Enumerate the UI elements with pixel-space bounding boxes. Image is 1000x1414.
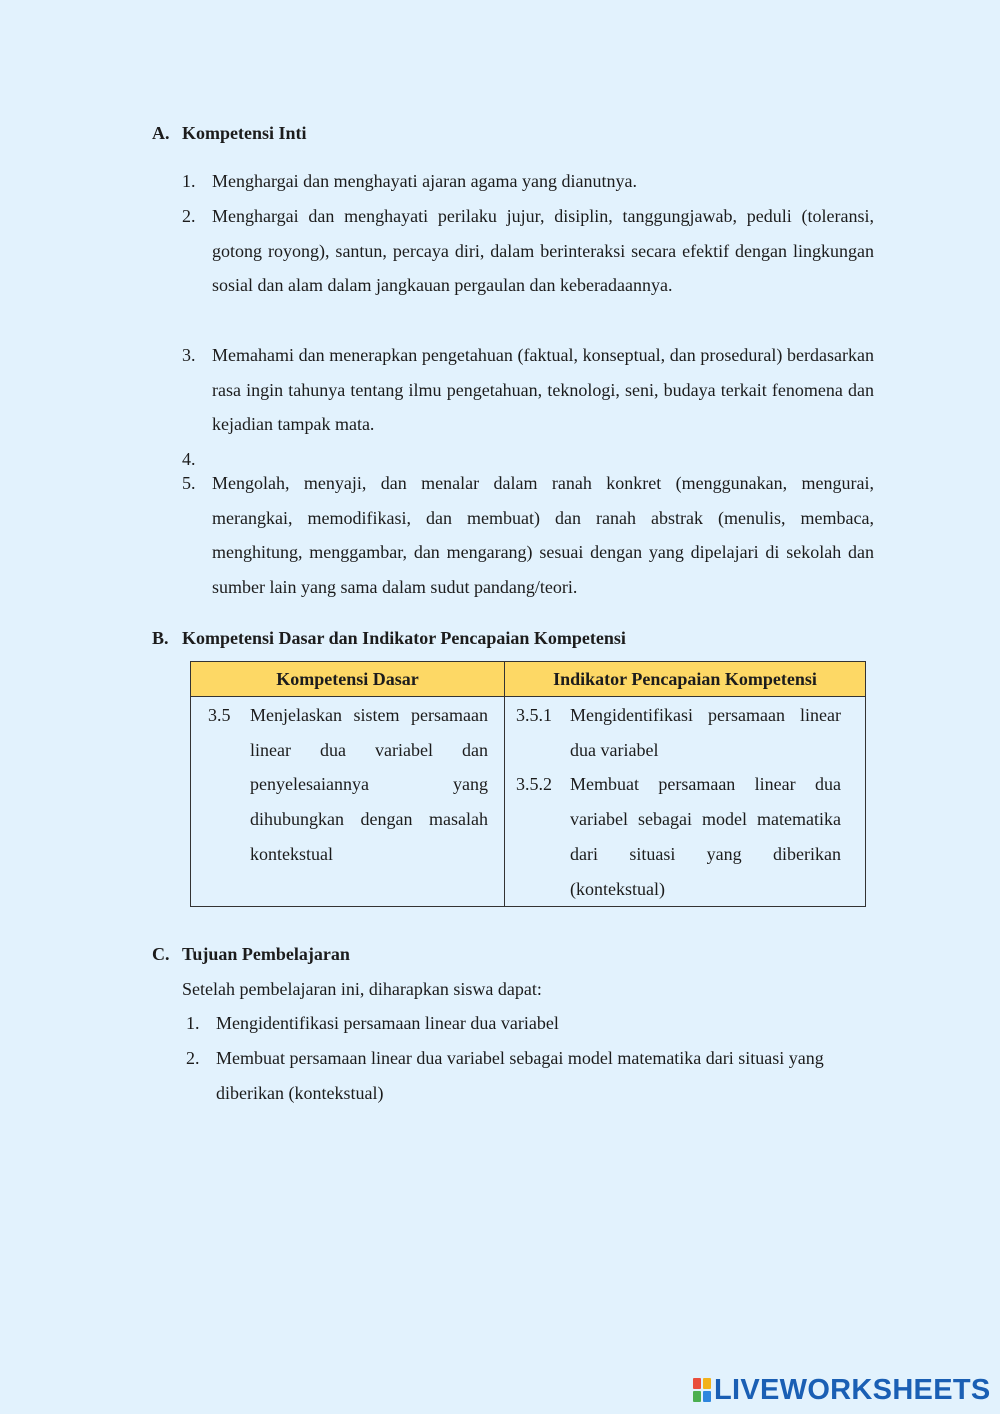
section-b-letter: B. — [152, 628, 169, 648]
ki-item-number: 2. — [182, 206, 196, 226]
objective-item-1 — [186, 1006, 866, 1041]
objective-number: 1. — [186, 1013, 200, 1033]
logo-block — [693, 1378, 701, 1389]
ki-item-number: 5. — [182, 473, 196, 493]
section-b-heading — [152, 628, 626, 648]
indicator-text: Membuat persamaan linear dua variabel sebagai model matematika dari situasi yang diberikan (kontekstual) — [570, 774, 841, 899]
ki-item-3 — [182, 338, 874, 442]
section-a-title: Kompetensi Inti — [182, 123, 307, 143]
ki-item-2 — [182, 199, 874, 303]
logo-blocks-icon — [693, 1378, 711, 1402]
objective-text: Membuat persamaan linear dua variabel sebagai model matematika dari situasi yang diberikan (kontekstual) — [216, 1048, 824, 1103]
indicator-item — [516, 767, 841, 906]
indicator-code: 3.5.2 — [516, 774, 552, 795]
section-c-heading — [152, 944, 350, 964]
competency-table — [190, 661, 866, 907]
indicator-cell — [505, 697, 866, 907]
ki-item-text: Mengolah, menyaji, dan menalar dalam ranah konkret (menggunakan, mengurai, merangkai, memodifikasi, dan membuat) dan ranah abstrak (menulis, membaca, menghitung, menggambar, dan mengarang) sesuai dengan yang dipelajari di sekolah dan sumber lain yang sama dalam sudut pandang/teori. — [212, 473, 874, 598]
logo-block — [703, 1378, 711, 1389]
ki-item-text: Memahami dan menerapkan pengetahuan (faktual, konseptual, dan prosedural) berdasarkan rasa ingin tahunya tentang ilmu pengetahuan, teknologi, seni, budaya terkait fenomena dan kejadian tampak mata. — [212, 345, 874, 435]
ki-item-1 — [182, 164, 874, 199]
ki-item-number: 3. — [182, 345, 196, 365]
liveworksheets-logo — [693, 1376, 991, 1404]
table-row — [191, 697, 866, 907]
kd-cell — [191, 697, 505, 907]
ki-item-text: Menghargai dan menghayati ajaran agama yang dianutnya. — [212, 171, 638, 191]
ki-item-text: Menghargai dan menghayati perilaku jujur, disiplin, tanggungjawab, peduli (toleransi, gotong royong), santun, percaya diri, dalam berinteraksi secara efektif dengan lingkungan sosial dan alam dalam jangkauan pergaulan dan keberadaannya. — [212, 206, 874, 296]
ki-item-number: 4. — [182, 449, 196, 469]
header-indikator: Indikator Pencapaian Kompetensi — [505, 662, 866, 697]
section-c-letter: C. — [152, 944, 170, 964]
ki-item-number: 1. — [182, 171, 196, 191]
logo-block — [693, 1391, 701, 1402]
section-b-title: Kompetensi Dasar dan Indikator Pencapaian Kompetensi — [182, 628, 626, 648]
kd-text: Menjelaskan sistem persamaan linear dua variabel dan penyelesaiannya yang dihubungkan dengan masalah kontekstual — [250, 705, 488, 864]
ki-item-5 — [182, 466, 874, 605]
objective-number: 2. — [186, 1048, 200, 1068]
section-c-title: Tujuan Pembelajaran — [182, 944, 350, 964]
header-kompetensi-dasar: Kompetensi Dasar — [191, 662, 505, 697]
section-c-intro: Setelah pembelajaran ini, diharapkan siswa dapat: — [182, 979, 542, 999]
indicator-code: 3.5.1 — [516, 705, 552, 725]
indicator-text: Mengidentifikasi persamaan linear dua variabel — [570, 705, 841, 760]
objective-item-2 — [186, 1041, 866, 1110]
kd-code: 3.5 — [208, 705, 231, 725]
logo-block — [703, 1391, 711, 1402]
table-header-row — [191, 662, 866, 697]
section-a-heading — [152, 123, 307, 143]
brand-text: LIVEWORKSHEETS — [714, 1374, 991, 1406]
indicator-item — [516, 698, 841, 767]
section-a-letter: A. — [152, 123, 170, 143]
objective-text: Mengidentifikasi persamaan linear dua variabel — [216, 1013, 559, 1033]
